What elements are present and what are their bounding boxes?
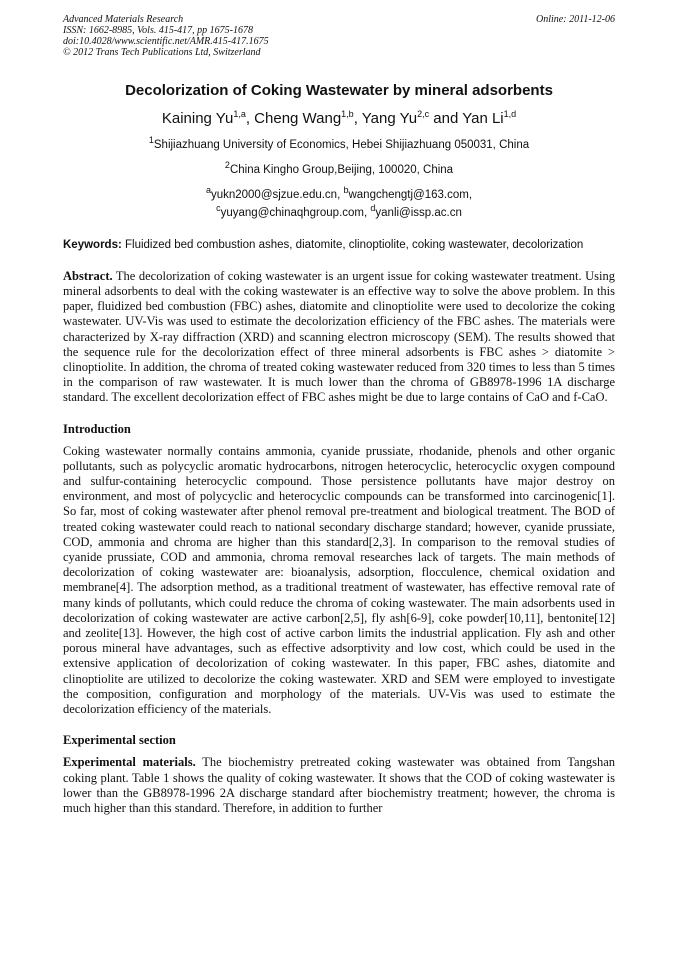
email-link[interactable]: wangchengtj@163.com, xyxy=(348,188,473,201)
author-name: Yan Li xyxy=(462,110,504,127)
author-name: Kaining Yu xyxy=(161,110,234,127)
author-affil-mark: 2,c xyxy=(417,109,430,119)
paper-title: Decolorization of Coking Wastewater by mineral adsorbents xyxy=(125,82,553,99)
author-list xyxy=(63,109,615,127)
author-name: Yang Yu xyxy=(361,110,418,127)
paper-page xyxy=(63,14,615,816)
experimental-text: The biochemistry pretreated coking wastewater was obtained from Tangshan coking plant. Table 1 shows the quality of coking wastewater. It shows that the COD of coking wastewater is lower than the GB8978-1996 2A discharge standard after biochemistry treatment; however, the chroma is much higher than this standard. Therefore, in addition to further xyxy=(63,755,615,815)
introduction-paragraph: Coking wastewater normally contains ammonia, cyanide prussiate, rhodanide, phenols and other organic pollutants, such as polycyclic aromatic hydrocarbons, nitrogen heterocyclic, heterocyclic oxygen compound and sulfur-containing heterocyclic compound. Those persistence pollutants have major destroy on environment, and most of polycyclic and heterocyclic compounds can be transformed into carcinogenic[1]. So far, most of coking wastewater after phenol removal pre-treatment and biological treatment. The BOD of treated coking wastewater could reach to national secondary discharge standard; however, cyanide prussiate, COD, ammonia and chroma are higher than this standard[2,3]. In comparison to the removal studies of cyanide prussiate, COD and ammonia, chroma removal researches lack of targets. The main methods of decolorization of coking wastewater are: bioanalysis, adsorption, flocculence, chemical oxidation and membrane[4]. The adsorption method, as a traditional treatment of wastewater, has effective removal rate of many kinds of pollutants, which could reduce the chroma of coking wastewater. The main adsorbents used in decolorization of coking wastewater are active carbon[2,5], fly ash[6-9], coke powder[10,11], bentonite[12] and zeolite[13]. However, the high cost of active carbon limits the industrial application. Fly ash and other porous mineral have advantages, such as effective adsorptivity and low cost, which could be used in the extensive application of decolorization of coking wastewater. In this paper, FBC ashes, diatomite and clinoptiolite are utilized to decolorize the coking wastewater. XRD and SEM were employed to investigate the composition, configuration and morphology of the materials. UV-Vis was used to estimate the decolorization efficiency of the materials. xyxy=(63,443,615,717)
author-name: Cheng Wang xyxy=(254,110,342,127)
email-line-1 xyxy=(63,183,615,202)
journal-info xyxy=(63,14,615,58)
author-separator: , xyxy=(245,110,255,127)
journal-header xyxy=(63,14,615,64)
author-separator: , xyxy=(353,110,362,127)
keywords-text: Fluidized bed combustion ashes, diatomite, clinoptiolite, coking wastewater, decolorization xyxy=(121,239,584,252)
author-affil-mark: 1,d xyxy=(503,109,517,119)
email-mark: b xyxy=(343,184,349,195)
affiliation-mark: 1 xyxy=(148,135,154,145)
email-link[interactable]: yanli@issp.ac.cn xyxy=(375,207,462,220)
author-separator: and xyxy=(429,110,463,127)
doi-line: doi:10.4028/www.scientific.net/AMR.415-417.1675 xyxy=(63,36,269,47)
abstract-text: The decolorization of coking wastewater is an urgent issue for coking wastewater treatment. Using mineral adsorbents to deal with the coking wastewater is an effective way to solve the above problem. In this paper, fluidized bed combustion (FBC) ashes, diatomite and clinoptiolite were used to decolorize the coking wastewater. UV-Vis was used to estimate the decolorization efficiency of the FBC ashes. The materials were characterized by X-ray diffraction (XRD) and scanning electron microscopy (SEM). The results showed that the sequence rule for the decolorization effect of three mineral adsorbents is FBC ashes > diatomite > clinoptiolite. In addition, the chroma of treated coking wastewater reduced from 320 times to less than 5 times in the comparison of raw wastewater. It is much lower than the chroma of GB8978-1996 1A discharge standard. The excellent decolorization effect of FBC ashes might be due to large contains of CaO and f-CaO. xyxy=(63,268,615,405)
keywords-label: Keywords: xyxy=(63,239,122,252)
email-link[interactable]: yuyang@chinaqhgroup.com, xyxy=(220,207,371,220)
email-mark: a xyxy=(205,184,211,195)
abstract-label: Abstract. xyxy=(63,268,113,283)
email-mark: c xyxy=(216,203,221,214)
affiliation-text: Shijiazhuang University of Economics, Hebei Shijiazhuang 050031, China xyxy=(153,138,530,151)
journal-name: Advanced Materials Research xyxy=(63,14,184,25)
experimental-heading: Experimental section xyxy=(63,733,176,748)
affiliation-text: China Kingho Group,Beijing, 100020, China xyxy=(229,163,454,176)
author-affil-mark: 1,a xyxy=(233,109,246,119)
keywords-block xyxy=(63,238,615,253)
abstract-block xyxy=(63,269,615,406)
email-link[interactable]: yukn2000@sjzue.edu.cn, xyxy=(210,188,344,201)
email-line-2 xyxy=(63,201,615,220)
affiliation-mark: 2 xyxy=(224,159,230,170)
introduction-heading: Introduction xyxy=(63,421,131,436)
affiliation-2 xyxy=(63,158,615,177)
experimental-paragraph xyxy=(63,755,615,816)
author-affil-mark: 1,b xyxy=(341,109,354,119)
author-emails xyxy=(63,183,615,221)
experimental-lead: Experimental materials. xyxy=(63,755,196,770)
copyright-line: © 2012 Trans Tech Publications Ltd, Switzerland xyxy=(63,47,261,58)
affiliation-1 xyxy=(63,133,615,152)
online-date: Online: 2011-12-06 xyxy=(536,14,615,25)
issn-line: ISSN: 1662-8985, Vols. 415-417, pp 1675-1678 xyxy=(63,25,253,36)
email-mark: d xyxy=(370,203,376,214)
